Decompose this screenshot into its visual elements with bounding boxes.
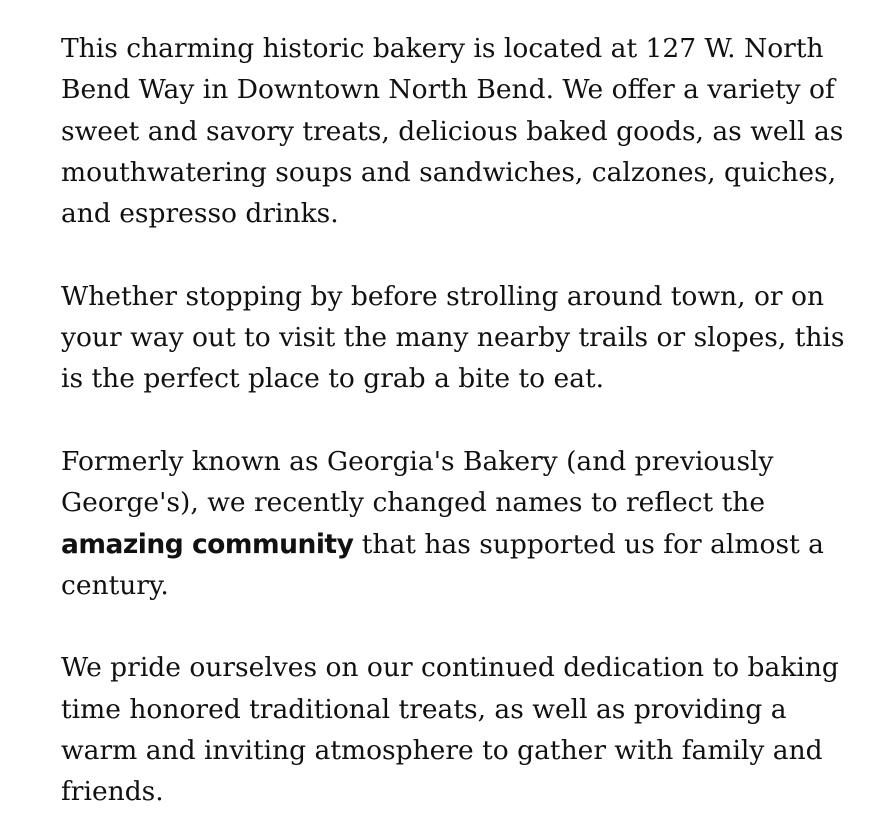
community-emphasis: amazing community: [61, 528, 354, 560]
history-text-before: Formerly known as Georgia's Bakery (and previously George's), we recently changed names to reflect the: [61, 445, 774, 519]
about-text-block: [61, 28, 851, 813]
intro-paragraph: This charming historic bakery is located at 127 W. North Bend Way in Downtown North Bend. We offer a variety of sweet and savory treats, delicious baked goods, as well as mouthwatering soups and sandwiches, calzones, quiches, and espresso drinks.: [61, 33, 844, 230]
history-text-after: that has supported us for almost a century.: [61, 528, 824, 601]
dedication-paragraph: We pride ourselves on our continued dedication to baking time honored traditional treats, as well as providing a warm and inviting atmosphere to gather with family and friends.: [61, 652, 839, 808]
history-paragraph: [61, 441, 851, 606]
visit-paragraph: Whether stopping by before strolling around town, or on your way out to visit the many nearby trails or slopes, this is the perfect place to grab a bite to eat.: [61, 280, 845, 395]
